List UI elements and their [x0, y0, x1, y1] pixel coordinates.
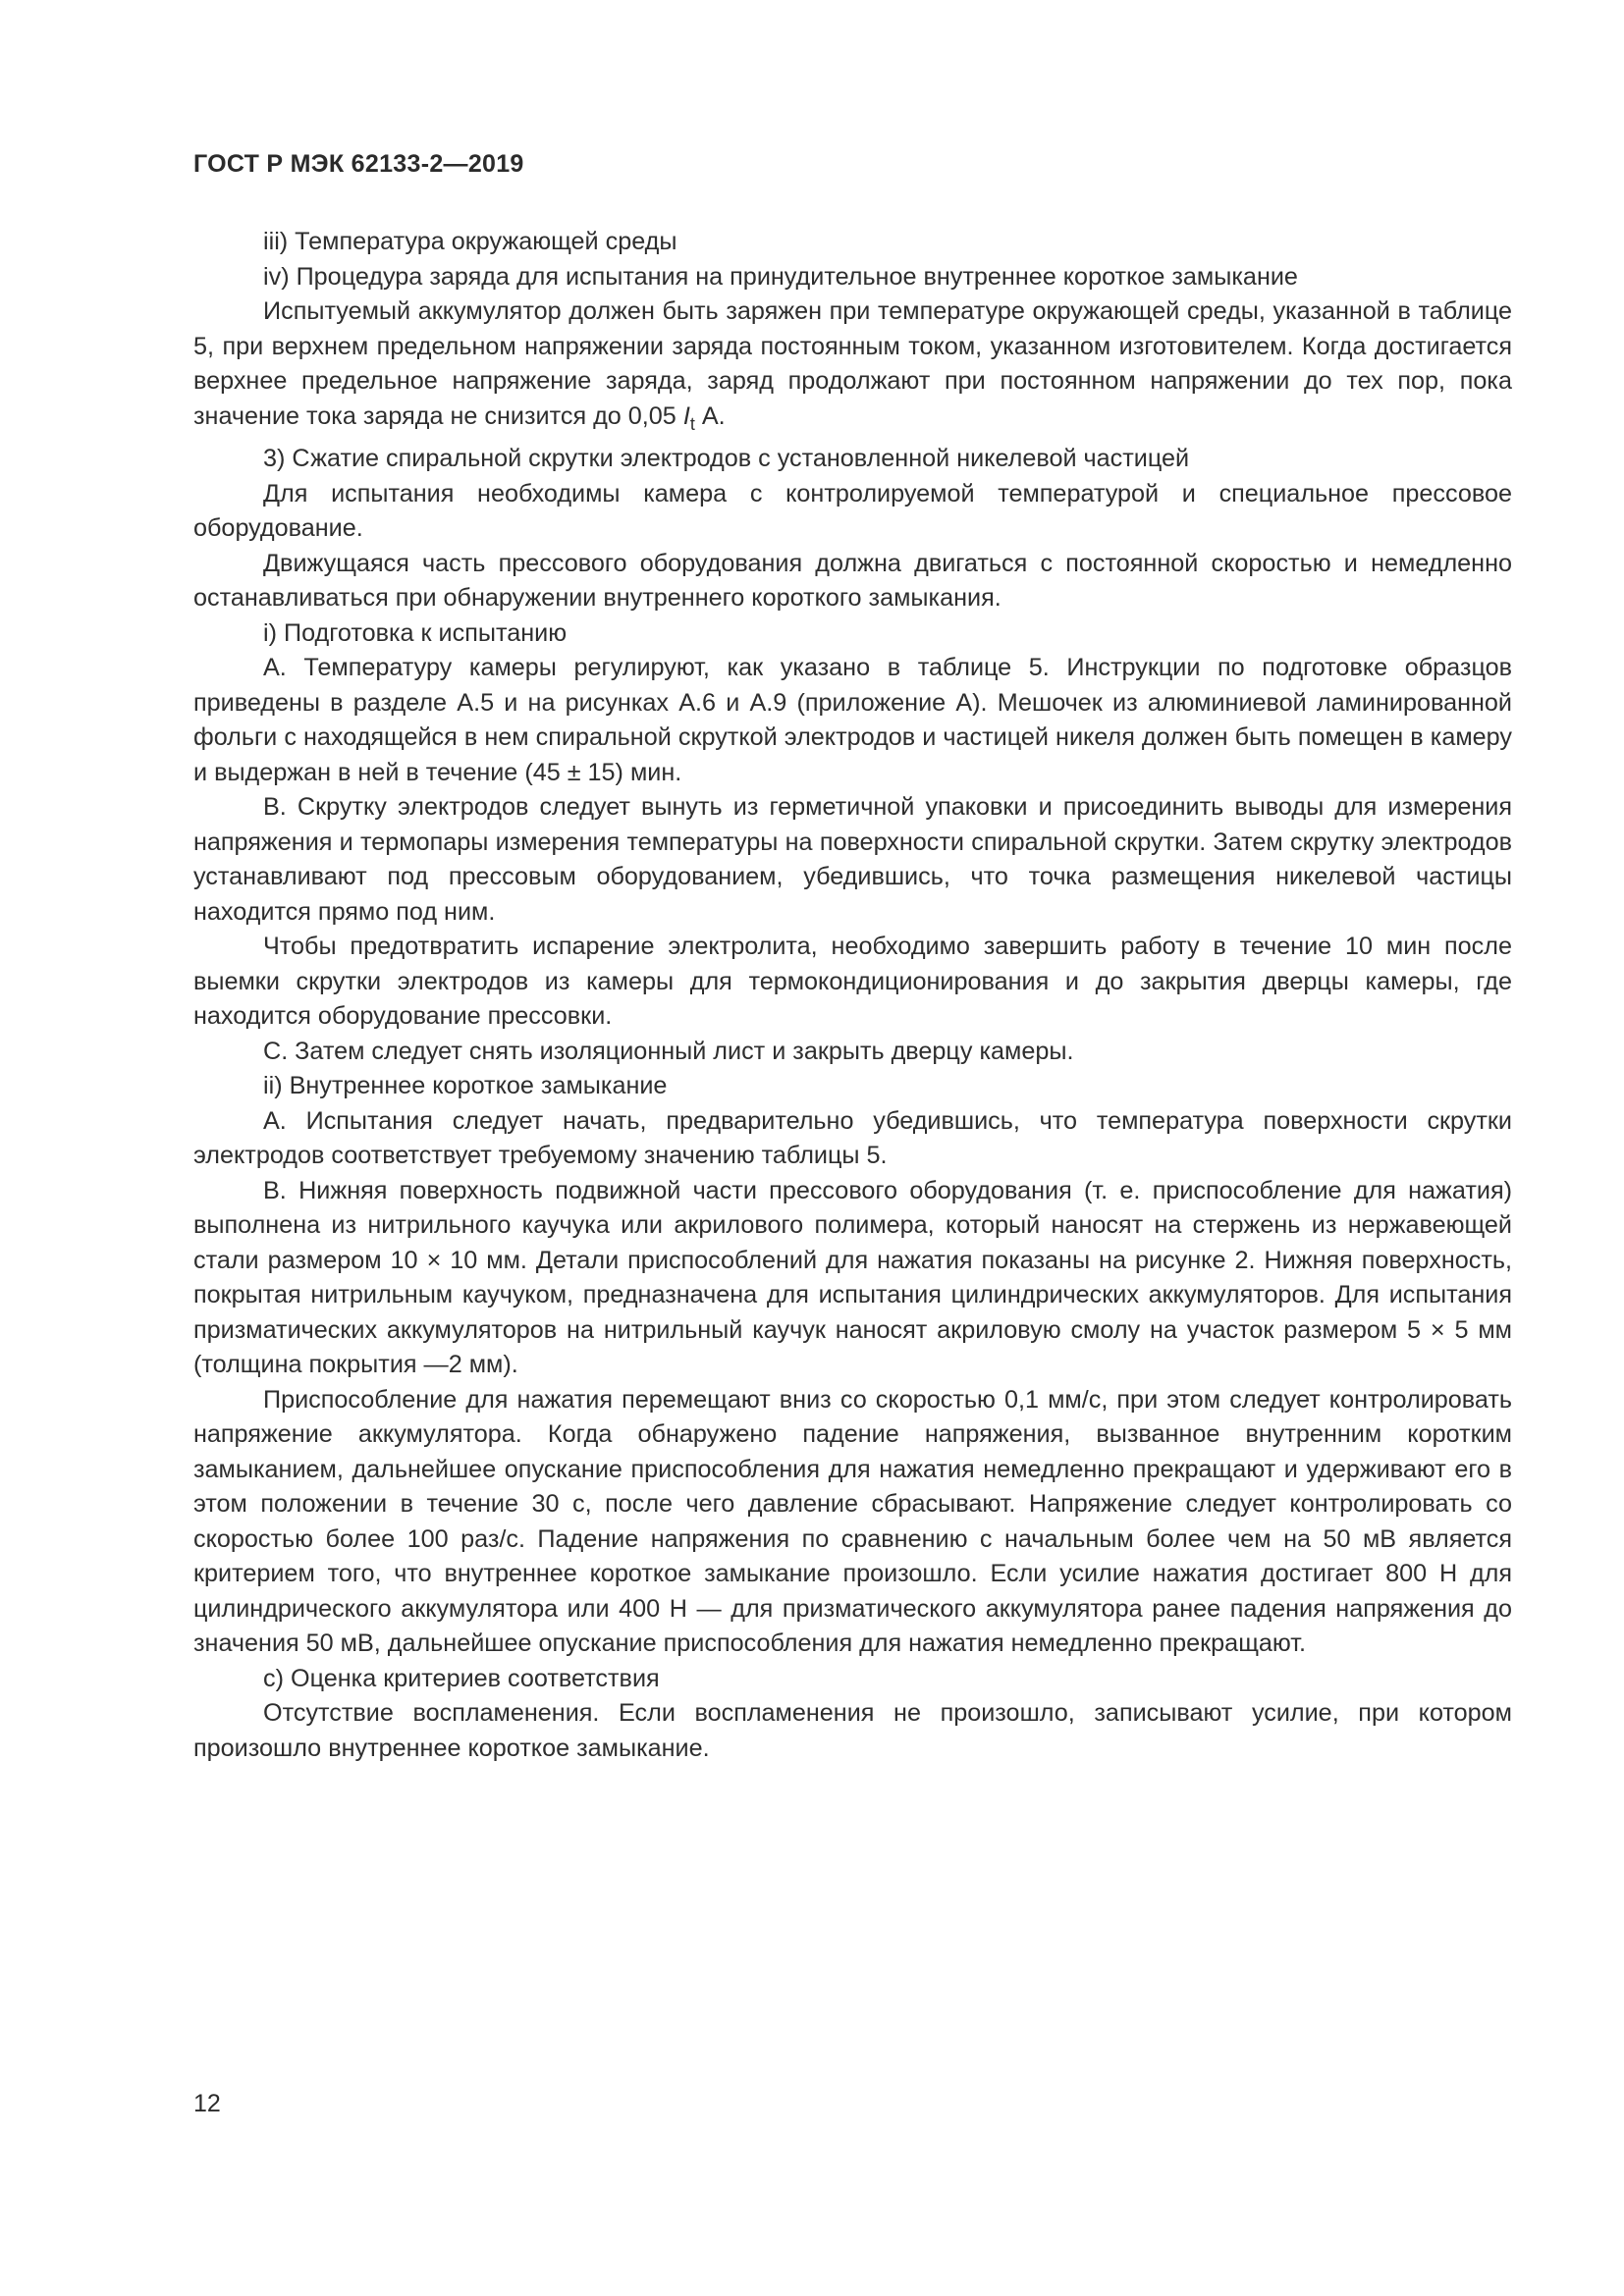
current-subscript: t — [689, 413, 695, 434]
paragraph: Чтобы предотвратить испарение электролита, необходимо завершить работу в течение 10 мин после выемки скрутки электродов из камеры для термокондиционирования и до закрытия дверцы камеры, где находится оборудование прессовки. — [193, 933, 1512, 1030]
current-unit: А. — [701, 401, 726, 430]
paragraph: i) Подготовка к испытанию — [263, 618, 568, 647]
paragraph: B. Нижняя поверхность подвижной части прессового оборудования (т. е. приспособление для нажатия) выполнена из нитрильного каучука или акрилового полимера, который наносят на стержень из нержавеющей стали размером 10 × 10 мм. Детали приспособлений для нажатия показаны на рисунке 2. Нижняя поверхность, покрытая нитрильным каучуком, предназначена для испытания цилиндрических аккумуляторов. Для испытания призматических аккумуляторов на нитрильный каучук наносят акриловую смолу на участок размером 5 × 5 мм (толщина покрытия —2 мм). — [193, 1176, 1512, 1378]
paragraph: C. Затем следует снять изоляционный лист и закрыть дверцу камеры. — [263, 1037, 1074, 1065]
paragraph: A. Температуру камеры регулируют, как указано в таблице 5. Инструкции по подготовке образцов приведены в разделе А.5 и на рисунках А.6 и А.9 (приложение А). Мешочек из алюминиевой ламинированной фольги с находящейся в нем спиральной скруткой электродов и частицей никеля должен быть помещен в камеру и выдержан в ней в течение (45 ± 15) мин. — [193, 654, 1512, 786]
paragraph: B. Скрутку электродов следует вынуть из герметичной упаковки и присоединить выводы для измерения напряжения и термопары измерения температуры на поверхности спиральной скрутки. Затем скрутку электродов устанавливают под прессовым оборудованием, убедившись, что точка размещения никелевой частицы находится прямо под ним. — [193, 793, 1512, 926]
paragraph: c) Оценка критериев соответствия — [263, 1664, 660, 1692]
paragraph: Приспособление для нажатия перемещают вниз со скоростью 0,1 мм/с, при этом следует контролировать напряжение аккумулятора. Когда обнаружено падение напряжения, вызванное внутренним коротким замыканием, дальнейшее опускание приспособления для нажатия немедленно прекращают и удерживают его в этом положении в течение 30 с, после чего давление сбрасывают. Напряжение следует контролировать со скоростью более 100 раз/с. Падение напряжения по сравнению с начальным более чем на 50 мВ является критерием того, что внутреннее короткое замыкание произошло. Если усилие нажатия достигает 800 Н для цилиндрического аккумулятора или 400 Н — для призматического аккумулятора ранее падения напряжения до значения 50 мВ, дальнейшее опускание приспособления для нажатия немедленно прекращают. — [193, 1385, 1512, 1657]
document-header: ГОСТ Р МЭК 62133-2—2019 — [193, 150, 524, 178]
paragraph: 3) Сжатие спиральной скрутки электродов с установленной никелевой частицей — [263, 445, 1190, 472]
paragraph: Для испытания необходимы камера с контролируемой температурой и специальное прессовое оборудование. — [193, 479, 1512, 542]
current-symbol: I — [682, 401, 690, 430]
paragraph: ii) Внутреннее короткое замыкание — [263, 1072, 668, 1099]
document-body — [193, 225, 1512, 1766]
paragraph-charge-procedure — [193, 294, 1512, 442]
paragraph: iv) Процедура заряда для испытания на принудительное внутреннее короткое замыкание — [263, 262, 1298, 291]
page-number: 12 — [193, 2090, 221, 2117]
paragraph: Отсутствие воспламенения. Если воспламенения не произошло, записывают усилие, при котором произошло внутреннее короткое замыкание. — [193, 1699, 1512, 1762]
paragraph-text: Испытуемый аккумулятор должен быть заряжен при температуре окружающей среды, указанной в таблице 5, при верхнем предельном напряжении заряда постоянным током, указанном изготовителем. Когда достигается верхнее предельное напряжение заряда, заряд продолжают при постоянном напряжении до тех пор, пока значение тока заряда не снизится до 0,05 — [193, 297, 1512, 430]
paragraph: iii) Температура окружающей среды — [263, 228, 677, 255]
paragraph: A. Испытания следует начать, предварительно убедившись, что температура поверхности скрутки электродов соответствует требуемому значению таблицы 5. — [193, 1106, 1512, 1169]
paragraph: Движущаяся часть прессового оборудования должна двигаться с постоянной скоростью и немедленно останавливаться при обнаружении внутреннего короткого замыкания. — [193, 549, 1512, 612]
